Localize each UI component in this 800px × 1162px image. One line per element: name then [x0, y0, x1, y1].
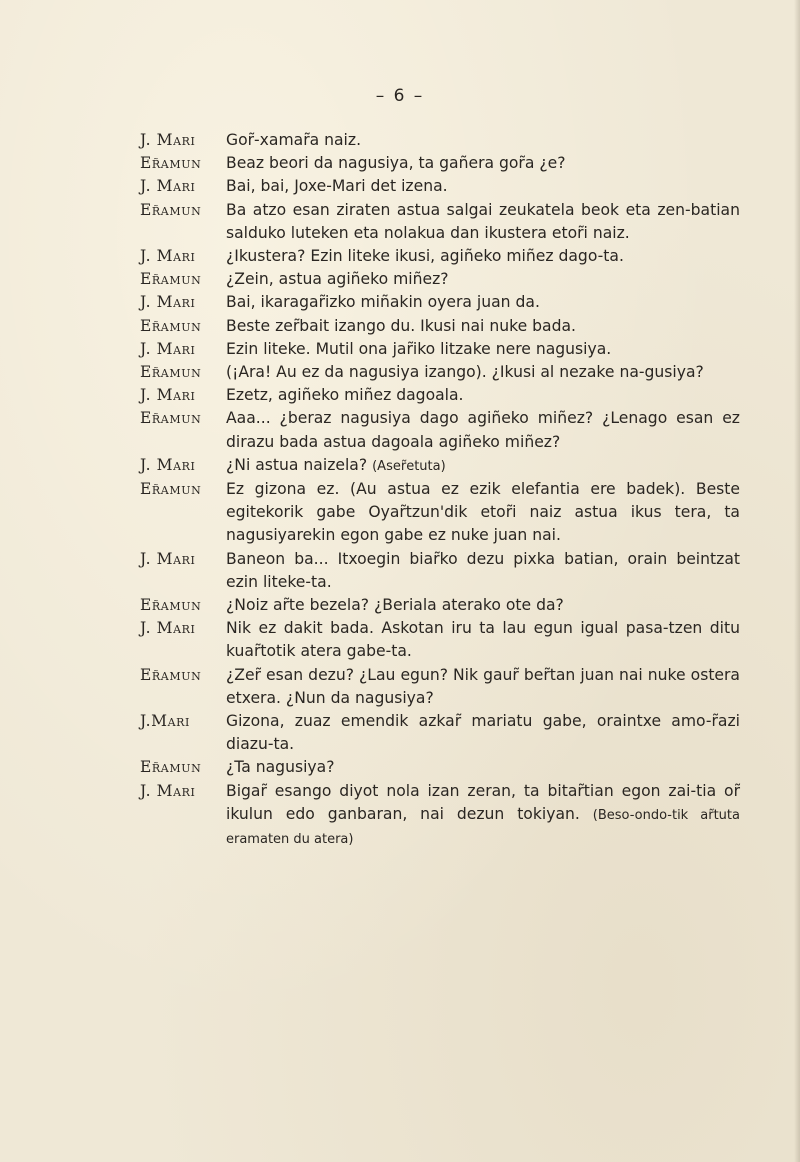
speech-text: Gizona, zuaz emendik azkar̃ mariatu gabe, oraintxe amo-r̃azi diazu-ta.	[226, 712, 740, 754]
dialogue-line	[140, 384, 740, 407]
speaker-name: Er̃amun	[140, 480, 202, 499]
speaker-name: J. Mari	[140, 339, 196, 358]
speech-text: Ezetz, agiñeko miñez dagoala.	[226, 386, 464, 405]
speaker-name: J. Mari	[140, 386, 196, 405]
speech-text: ¿Noiz ar̃te bezela? ¿Beriala aterako ote da?	[226, 596, 564, 615]
speech-text: ¿Zein, astua agiñeko miñez?	[226, 270, 449, 289]
dialogue-line	[140, 129, 740, 152]
speaker-name: J.Mari	[140, 712, 190, 731]
speech-text-with-note	[226, 780, 740, 852]
dialogue-line	[140, 268, 740, 291]
speaker-name: Er̃amun	[140, 409, 202, 428]
dialogue-line	[140, 478, 740, 548]
speaker-name: J. Mari	[140, 293, 196, 312]
speech-text-with-note	[226, 454, 740, 478]
dialogue-line	[140, 756, 740, 779]
speaker-name: J. Mari	[140, 177, 196, 196]
dialogue-line	[140, 152, 740, 175]
dialogue-line	[140, 361, 740, 384]
speaker-name: Er̃amun	[140, 270, 202, 289]
dialogue-line	[140, 617, 740, 663]
speaker-name: Er̃amun	[140, 200, 202, 219]
dialogue-line	[140, 315, 740, 338]
speaker-name: J. Mari	[140, 549, 196, 568]
speech-text: Ezin liteke. Mutil ona jar̃iko litzake nere nagusiya.	[226, 339, 612, 358]
page-number: – 6 –	[375, 86, 425, 106]
dialogue-line	[140, 594, 740, 617]
dialogue-line	[140, 664, 740, 710]
speaker-name: Er̃amun	[140, 363, 202, 382]
speech-text: Bigar̃ esango diyot nola izan zeran, ta bitar̃tian egon zai-tia or̃ ikulun edo ganbaran, nai dezun tokiyan.	[226, 781, 740, 823]
speech-text: ¿Zer̃ esan dezu? ¿Lau egun? Nik gaur̃ ber̃tan juan nai nuke ostera etxera. ¿Nun da nagusiya?	[226, 665, 740, 707]
speech-text: ¿Ni astua naizela?	[226, 455, 368, 474]
dialogue-line	[140, 454, 740, 478]
speech-text: ¿Ta nagusiya?	[226, 758, 335, 777]
speaker-name: Er̃amun	[140, 665, 202, 684]
speech-text: ¿Ikustera? Ezin liteke ikusi, agiñeko miñez dago-ta.	[226, 247, 624, 266]
dialogue-line	[140, 780, 740, 852]
speech-text: Baneon ba... Itxoegin biar̃ko dezu pixka batian, orain beintzat ezin liteke-ta.	[226, 549, 740, 591]
dialogue-line	[140, 199, 740, 245]
dialogue-block	[140, 129, 740, 851]
speaker-name: Er̃amun	[140, 154, 202, 173]
speaker-name: J. Mari	[140, 131, 196, 149]
speech-text: Ez gizona ez. (Au astua ez ezik elefantia ere badek). Beste egitekorik gabe Oyar̃tzun'dik etor̃i naiz astua ikus tera, ta nagusiyarekin egon gabe ez nuke juan nai.	[226, 480, 740, 545]
dialogue-line	[140, 710, 740, 756]
stage-direction: (Aser̃etuta)	[372, 458, 446, 474]
speech-text: Beste zer̃bait izango du. Ikusi nai nuke bada.	[226, 316, 577, 335]
speech-text: Gor̃-xamar̃a naiz.	[226, 131, 362, 149]
dialogue-line	[140, 245, 740, 268]
speaker-name: Er̃amun	[140, 758, 202, 777]
stage-direction: (Beso-ondo-tik ar̃tuta eramaten du atera)	[226, 807, 740, 848]
speech-text: Nik ez dakit bada. Askotan iru ta lau egun igual pasa-tzen ditu kuar̃totik atera gabe-ta.	[226, 619, 740, 661]
dialogue-line	[140, 407, 740, 453]
speech-text: Ba atzo esan ziraten astua salgai zeukatela beok eta zen-batian salduko luteken eta nolakua dan ikustera etor̃i naiz.	[226, 200, 740, 242]
speaker-name: Er̃amun	[140, 596, 202, 615]
dialogue-line	[140, 291, 740, 314]
speech-text: Beaz beori da nagusiya, ta gañera gor̃a ¿e?	[226, 154, 566, 173]
speech-text: (¡Ara! Au ez da nagusiya izango). ¿Ikusi al nezake na-gusiya?	[226, 363, 704, 382]
dialogue-line	[140, 548, 740, 594]
dialogue-line	[140, 175, 740, 198]
speaker-name: J. Mari	[140, 247, 196, 266]
speaker-name: Er̃amun	[140, 316, 202, 335]
speech-text: Bai, ikaragar̃izko miñakin oyera juan da.	[226, 293, 540, 312]
speaker-name: J. Mari	[140, 781, 196, 800]
speech-text: Aaa... ¿beraz nagusiya dago agiñeko miñez? ¿Lenago esan ez dirazu bada astua dagoala agiñeko miñez?	[226, 409, 740, 451]
page-edge-shadow	[794, 0, 800, 1162]
speaker-name: J. Mari	[140, 619, 196, 638]
speaker-name: J. Mari	[140, 455, 196, 474]
speech-text: Bai, bai, Joxe-Mari det izena.	[226, 177, 448, 196]
dialogue-line	[140, 338, 740, 361]
